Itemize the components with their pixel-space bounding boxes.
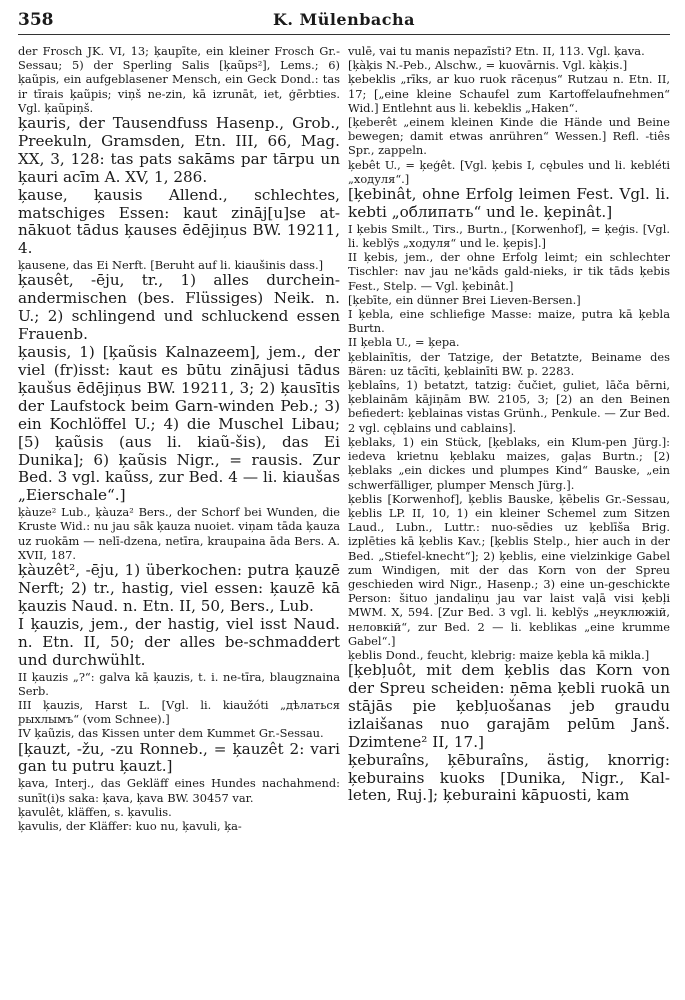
- dictionary-entry: [ķauzt, -žu, -zu Ronneb., = ķauzêt 2: vari gan tu putru ķauzt.]: [18, 739, 340, 776]
- dictionary-entry: I ķebla, eine schliefige Masse: maize, putra kā ķebla Burtn.: [348, 307, 670, 336]
- dictionary-entry: ķausêt, -ēju, tr., 1) alles durchein-andermischen (bes. Flüssiges) Neik. n. U.; 2) schlingend und schluckend essen Frauenb.: [18, 271, 340, 344]
- right-column: [348, 44, 670, 994]
- dictionary-entry: IV ķaũzis, das Kissen unter dem Kummet Gr.-Sessau.: [18, 726, 324, 741]
- dictionary-entry: ķause, ķausis Allend., schlechtes, matschiges Essen: kaut zināj[u]se at-nākuot tādus ķauses ēdējiņus BW. 19211, 4.: [18, 185, 340, 258]
- dictionary-entry: I ķebis Smilt., Tirs., Burtn., [Korwenhof], = ķeģis. [Vgl. li. keblỹs „ходуля“ und le. ķepis].]: [348, 221, 670, 251]
- dictionary-entry: [ķàķis N.-Peb., Alschw., = kuovārnis. Vgl. kàķis.]: [348, 58, 628, 73]
- dictionary-entry: [ķebļuôt, mit dem ķeblis das Korn von der Spreu scheiden: ņēma ķebli ruokā un stājās pie ķebļuošanas jeb graudu izlaišanas nuo garajām pelūm Janš. Dzimtene² II, 17.]: [348, 661, 670, 751]
- dictionary-entry: ķausis, 1) [ķaũsis Kalnazeem], jem., der viel (fr)isst: kaut es būtu zinājusi tādus ķaušus ēdējiņus BW. 19211, 3; 2) ķausītis der Laufstock beim Garn-winden Peb.; 3) ein Kochlöffel U.; 4) die Muschel Libau; [5) ķaũsis (aus li. kiaũ-šis), das Ei Dunika]; 6) ķaũsis Nigr., = rausis. Zur Bed. 3 vgl. kaũss, zur Bed. 4 — li. kiaušas „Eierschale“.]: [18, 343, 340, 505]
- dictionary-entry: ķavulêt, kläffen, s. ķavulis.: [18, 804, 172, 819]
- dictionary-entry: ķeburaîns, ķēburaîns, ästig, knorrig: ķeburains kuoks [Dunika, Nigr., Kal-leten, Ruj.]; ķeburaini kāpuosti, kam: [348, 750, 670, 805]
- dictionary-entry: ķeblaks, 1) ein Stück, [ķeblaks, ein Klum-pen Jürg.]: iedeva krietnu ķeblaku maizes, gaļas Burtn.; [2) ķeblaks „ein dickes und plumpes Kind“ Bauske, „ein schwerfälliger, plumper Mensch Jürg.].: [348, 434, 670, 492]
- dictionary-entry: der Frosch JK. VI, 13; ķaupīte, ein kleiner Frosch Gr.-Sessau; 5) der Sperling Salis [ķaũps²], Lems.; 6) ķaũpis, ein aufgeblasener Mensch, ein Geck Dond.: tas ir tīrais ķaũpis; viņš ne-zin, kā izrunāt, iet, ģērbties. Vgl. ķaũpiņš.: [18, 44, 340, 115]
- dictionary-entry: II ķauzis „?“: galva kā ķauzis, t. i. ne-tīra, blaugznaina Serb.: [18, 669, 340, 698]
- dictionary-entry: vulē, vai tu manis nepazīsti? Etn. II, 113. Vgl. ķava.: [348, 44, 645, 58]
- dictionary-entry: ķebeklis „rīks, ar kuo ruok rāceņus“ Rutzau n. Etn. II, 17; [„eine kleine Schaufel zum Kartoffelaufnehmen“ Wid.] Entlehnt aus li. kebeklis „Haken“.: [348, 72, 670, 115]
- dictionary-entry: ķàuze² Lub., ķàuza² Bers., der Schorf bei Wunden, die Kruste Wid.: nu jau sāk ķauza nuoiet. viņam tāda ķauza uz ruokām — nelī-dzena, netīra, kraupaina āda Bers. A. XVII, 187.: [18, 505, 340, 562]
- dictionary-entry: [ķebinât, ohne Erfolg leimen Fest. Vgl. li. kebti „облипать“ und le. ķepinât.]: [348, 185, 670, 221]
- dictionary-entry: ķeblaîns, 1) betatzt, tatzig: čučiet, guliet, lāča bērni, ķeblainām kājiņām BW. 2105, 3; [2) an den Beinen befiedert: ķeblainas vistas Grünh., Penkule. — Zur Bed. 2 vgl. cęblains und cablains].: [348, 378, 670, 435]
- dictionary-entry: ķeblis Dond., feucht, klebrig: maize ķebla kā mikla.]: [348, 647, 650, 662]
- dictionary-entry: [ķeberêt „einem kleinen Kinde die Hände und Beine bewegen; damit etwas anrühren“ Wessen.] Refl. -tiês Spr., zappeln.: [348, 115, 670, 158]
- dictionary-entry: II ķebla U., = ķepa.: [348, 335, 460, 350]
- running-head: K. Mülenbacha: [272, 10, 416, 29]
- dictionary-entry: ķeblainītis, der Tatzige, der Betatzte, Beiname des Bären: uz tācīti, ķeblainīti BW. p. 2283.: [348, 349, 670, 378]
- dictionary-entry: ķàuzêt², -ēju, 1) überkochen: putra ķauzē Nerft; 2) tr., hastig, viel essen: ķauzē kā ķauzis Naud. n. Etn. II, 50, Bers., Lub.: [18, 561, 340, 615]
- dictionary-entry: III ķauzis, Harst L. [Vgl. li. kiaužóti „дѣлаться рыхлымъ“ (vom Schnee).]: [18, 697, 340, 727]
- dictionary-entry: ķauris, der Tausendfuss Hasenp., Grob., Preekuln, Gramsden, Etn. III, 66, Mag. XX, 3, 128: tas pats sakāms par tārpu un ķauri acīm A. XV, 1, 286.: [18, 114, 340, 186]
- dictionary-entry: ķava, Interj., das Gekläff eines Hundes nachahmend: sunīt(i)s saka: ķava, ķava BW. 30457 var.: [18, 776, 340, 805]
- dictionary-entry: ķausene, das Ei Nerft. [Beruht auf li. kiaušinis dass.]: [18, 258, 324, 273]
- dictionary-entry: [ķebīte, ein dünner Brei Lieven-Bersen.]: [348, 292, 581, 307]
- dictionary-entry: ķebêt U., = ķeģêt. [Vgl. ķebis I, cębules und li. kebléti „ходуля“.]: [348, 157, 670, 186]
- dictionary-entry: ķeblis [Korwenhof], ķeblis Bauske, ķēbelis Gr.-Sessau, ķeblis LP. II, 10, 1) ein kleiner Schemel zum Sitzen Laud., Lubn., Luttr.: nuo-sēdies uz ķeblīša Brig. izplēties kā ķeblis Kav.; [ķeblis Stelp., hier auch in der Bed. „Stiefel-knecht“]; 2) ķeblis, eine vielzinkige Gabel zum Windigen, mit der das Korn von der Spreu geschieden wird Nigr., Hasenp.; 3) eine un-geschickte Person: šituo jandaliņu jau var laist vaļā visi ķebļi MWM. X, 594. [Zur Bed. 3 vgl. li. keblỹs „неуклюжій, неловкій“, zur Bed. 2 — li. keblikas „eine krumme Gabel“.]: [348, 491, 670, 648]
- dictionary-entry: ķavulis, der Kläffer: kuo nu, ķavuli, ķa-: [18, 818, 242, 833]
- dictionary-entry: II ķebis, jem., der ohne Erfolg leimt; ein schlechter Tischler: nav jau ne'kāds gald-nieks, ir tik tāds ķebis Fest., Stelp. — Vgl. ķebinât.]: [348, 250, 670, 293]
- page-number: 358: [18, 10, 54, 30]
- left-column: [18, 44, 340, 994]
- page-header: [18, 6, 670, 35]
- dictionary-entry: I ķauzis, jem., der hastig, viel isst Naud. n. Etn. II, 50; der alles be-schmaddert und durchwühlt.: [18, 614, 340, 669]
